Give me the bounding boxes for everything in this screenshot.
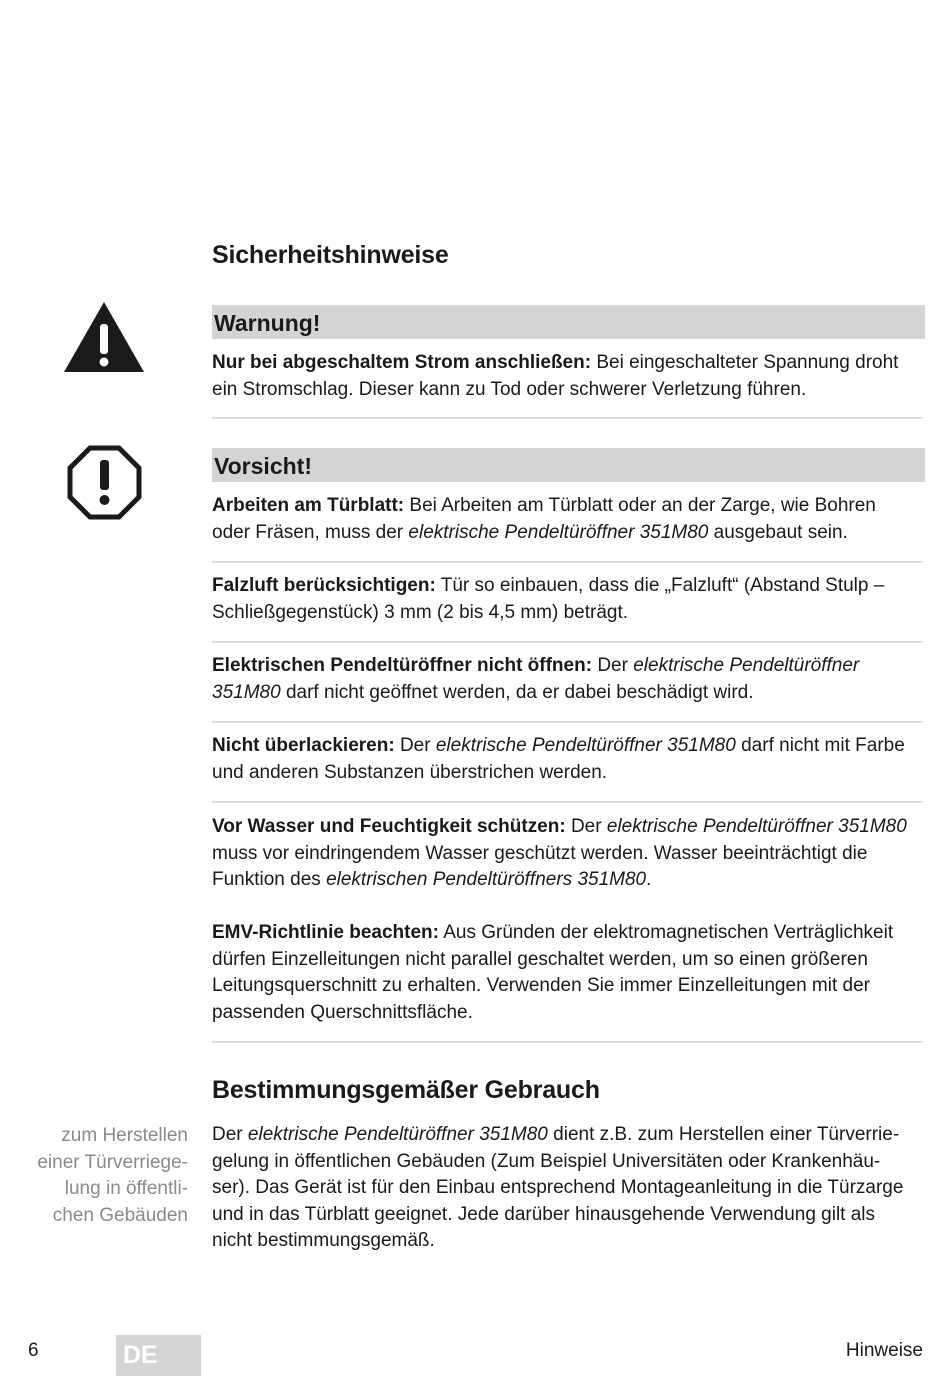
item-text: . [646,869,652,890]
item-text: Schließgegenstück) 3 mm (2 bis 4,5 mm) beträgt. [212,601,629,623]
caution-heading: Vorsicht! [212,448,925,482]
product-name: elektrische Pendeltüröffner 351M80 [247,1124,548,1145]
product-name: elektrische Pendeltüröffner [633,655,860,676]
item-text: Der [394,735,436,756]
body-text: ser). Das Gerät ist für den Einbau entsprechend Montageanleitung in die Türzarge [212,1177,904,1198]
item-text: ausgebaut sein. [708,521,848,543]
caution-item [212,814,923,894]
caution-item [212,653,923,706]
page-number: 6 [28,1340,39,1361]
caution-item [212,920,923,1026]
intended-use-paragraph [212,1122,923,1255]
separator [212,1041,923,1043]
item-text: Bei Arbeiten am Türblatt oder an der Zarge, wie Bohren [404,495,876,516]
item-text: dürfen Einzelleitungen nicht parallel geschaltet werden, um so einen größeren [212,948,868,970]
body-text: dient z.B. zum Herstellen einer Türverrie- [547,1124,900,1145]
item-text: Aus Gründen der elektromagnetischen Verträglichkeit [438,922,894,943]
item-label: Falzluft berücksichtigen: [212,575,436,596]
separator [212,417,923,419]
caution-item [212,733,923,786]
separator [212,561,923,563]
body-text: gelung in öffentlichen Gebäuden (Zum Beispiel Universitäten oder Krankenhäu- [212,1150,881,1172]
item-text: muss vor eindringendem Wasser geschützt werden. Wasser beeinträchtigt die [212,842,868,864]
item-label: EMV-Richtlinie beachten: [212,922,439,943]
margin-note-line: zum Herstellen [61,1125,188,1146]
item-label: Vor Wasser und Feuchtigkeit schützen: [212,816,566,837]
product-name: 351M80 [212,681,281,703]
item-label: Arbeiten am Türblatt: [212,495,405,516]
margin-note-line: chen Gebäuden [52,1204,188,1226]
body-text: Der [212,1124,248,1145]
separator [212,721,923,723]
item-text: oder Fräsen, muss der [212,521,409,543]
item-text: Tür so einbauen, dass die „Falzluft“ (Abstand Stulp – [435,575,885,596]
body-text: nicht bestimmungsgemäß. [212,1230,435,1251]
section-title-intended-use: Bestimmungsgemäßer Gebrauch [212,1076,600,1104]
item-text: und anderen Substanzen überstrichen werden. [212,761,608,783]
section-title-safety: Sicherheitshinweise [212,241,449,269]
product-name: elektrische Pendeltüröffner 351M80 [408,521,709,543]
item-text: Bei eingeschalteter Spannung droht [591,352,899,373]
separator [212,641,923,643]
separator [212,801,923,803]
item-text: darf nicht mit Farbe [735,735,905,756]
item-text: passenden Querschnittsfläche. [212,1001,473,1023]
item-text: Funktion des [212,869,327,890]
item-text: Leitungsquerschnitt zu erhalten. Verwenden Sie immer Einzelleitungen mit der [212,975,870,996]
product-name: elektrische Pendeltüröffner 351M80 [435,735,736,756]
item-text: Der [592,655,634,676]
body-text: und in das Türblatt geeignet. Jede darüber hinausgehende Verwendung gilt als [212,1203,876,1225]
item-label: Elektrischen Pendeltüröffner nicht öffnen: [212,655,593,676]
warning-item [212,350,923,403]
margin-note-line: lung in öffentli- [64,1178,188,1199]
item-label: Nur bei abgeschaltem Strom anschließen: [212,352,592,373]
caution-item [212,573,923,626]
item-text: Der [565,816,607,837]
warning-triangle-icon [62,300,146,374]
warning-heading: Warnung! [212,305,925,339]
product-name: elektrische Pendeltüröffner 351M80 [606,816,907,837]
caution-octagon-icon [67,445,142,520]
product-name: elektrischen Pendeltüröffners 351M80 [326,869,647,890]
chapter-title: Hinweise [845,1340,923,1361]
margin-note [18,1123,188,1229]
item-label: Nicht überlackieren: [212,735,395,756]
language-tag: DE [116,1335,201,1376]
caution-item [212,493,923,546]
margin-note-line: einer Türverriege- [37,1151,188,1173]
item-text: darf nicht geöffnet werden, da er dabei beschädigt wird. [280,681,754,703]
item-text: ein Stromschlag. Dieser kann zu Tod oder schwerer Verletzung führen. [212,378,807,400]
